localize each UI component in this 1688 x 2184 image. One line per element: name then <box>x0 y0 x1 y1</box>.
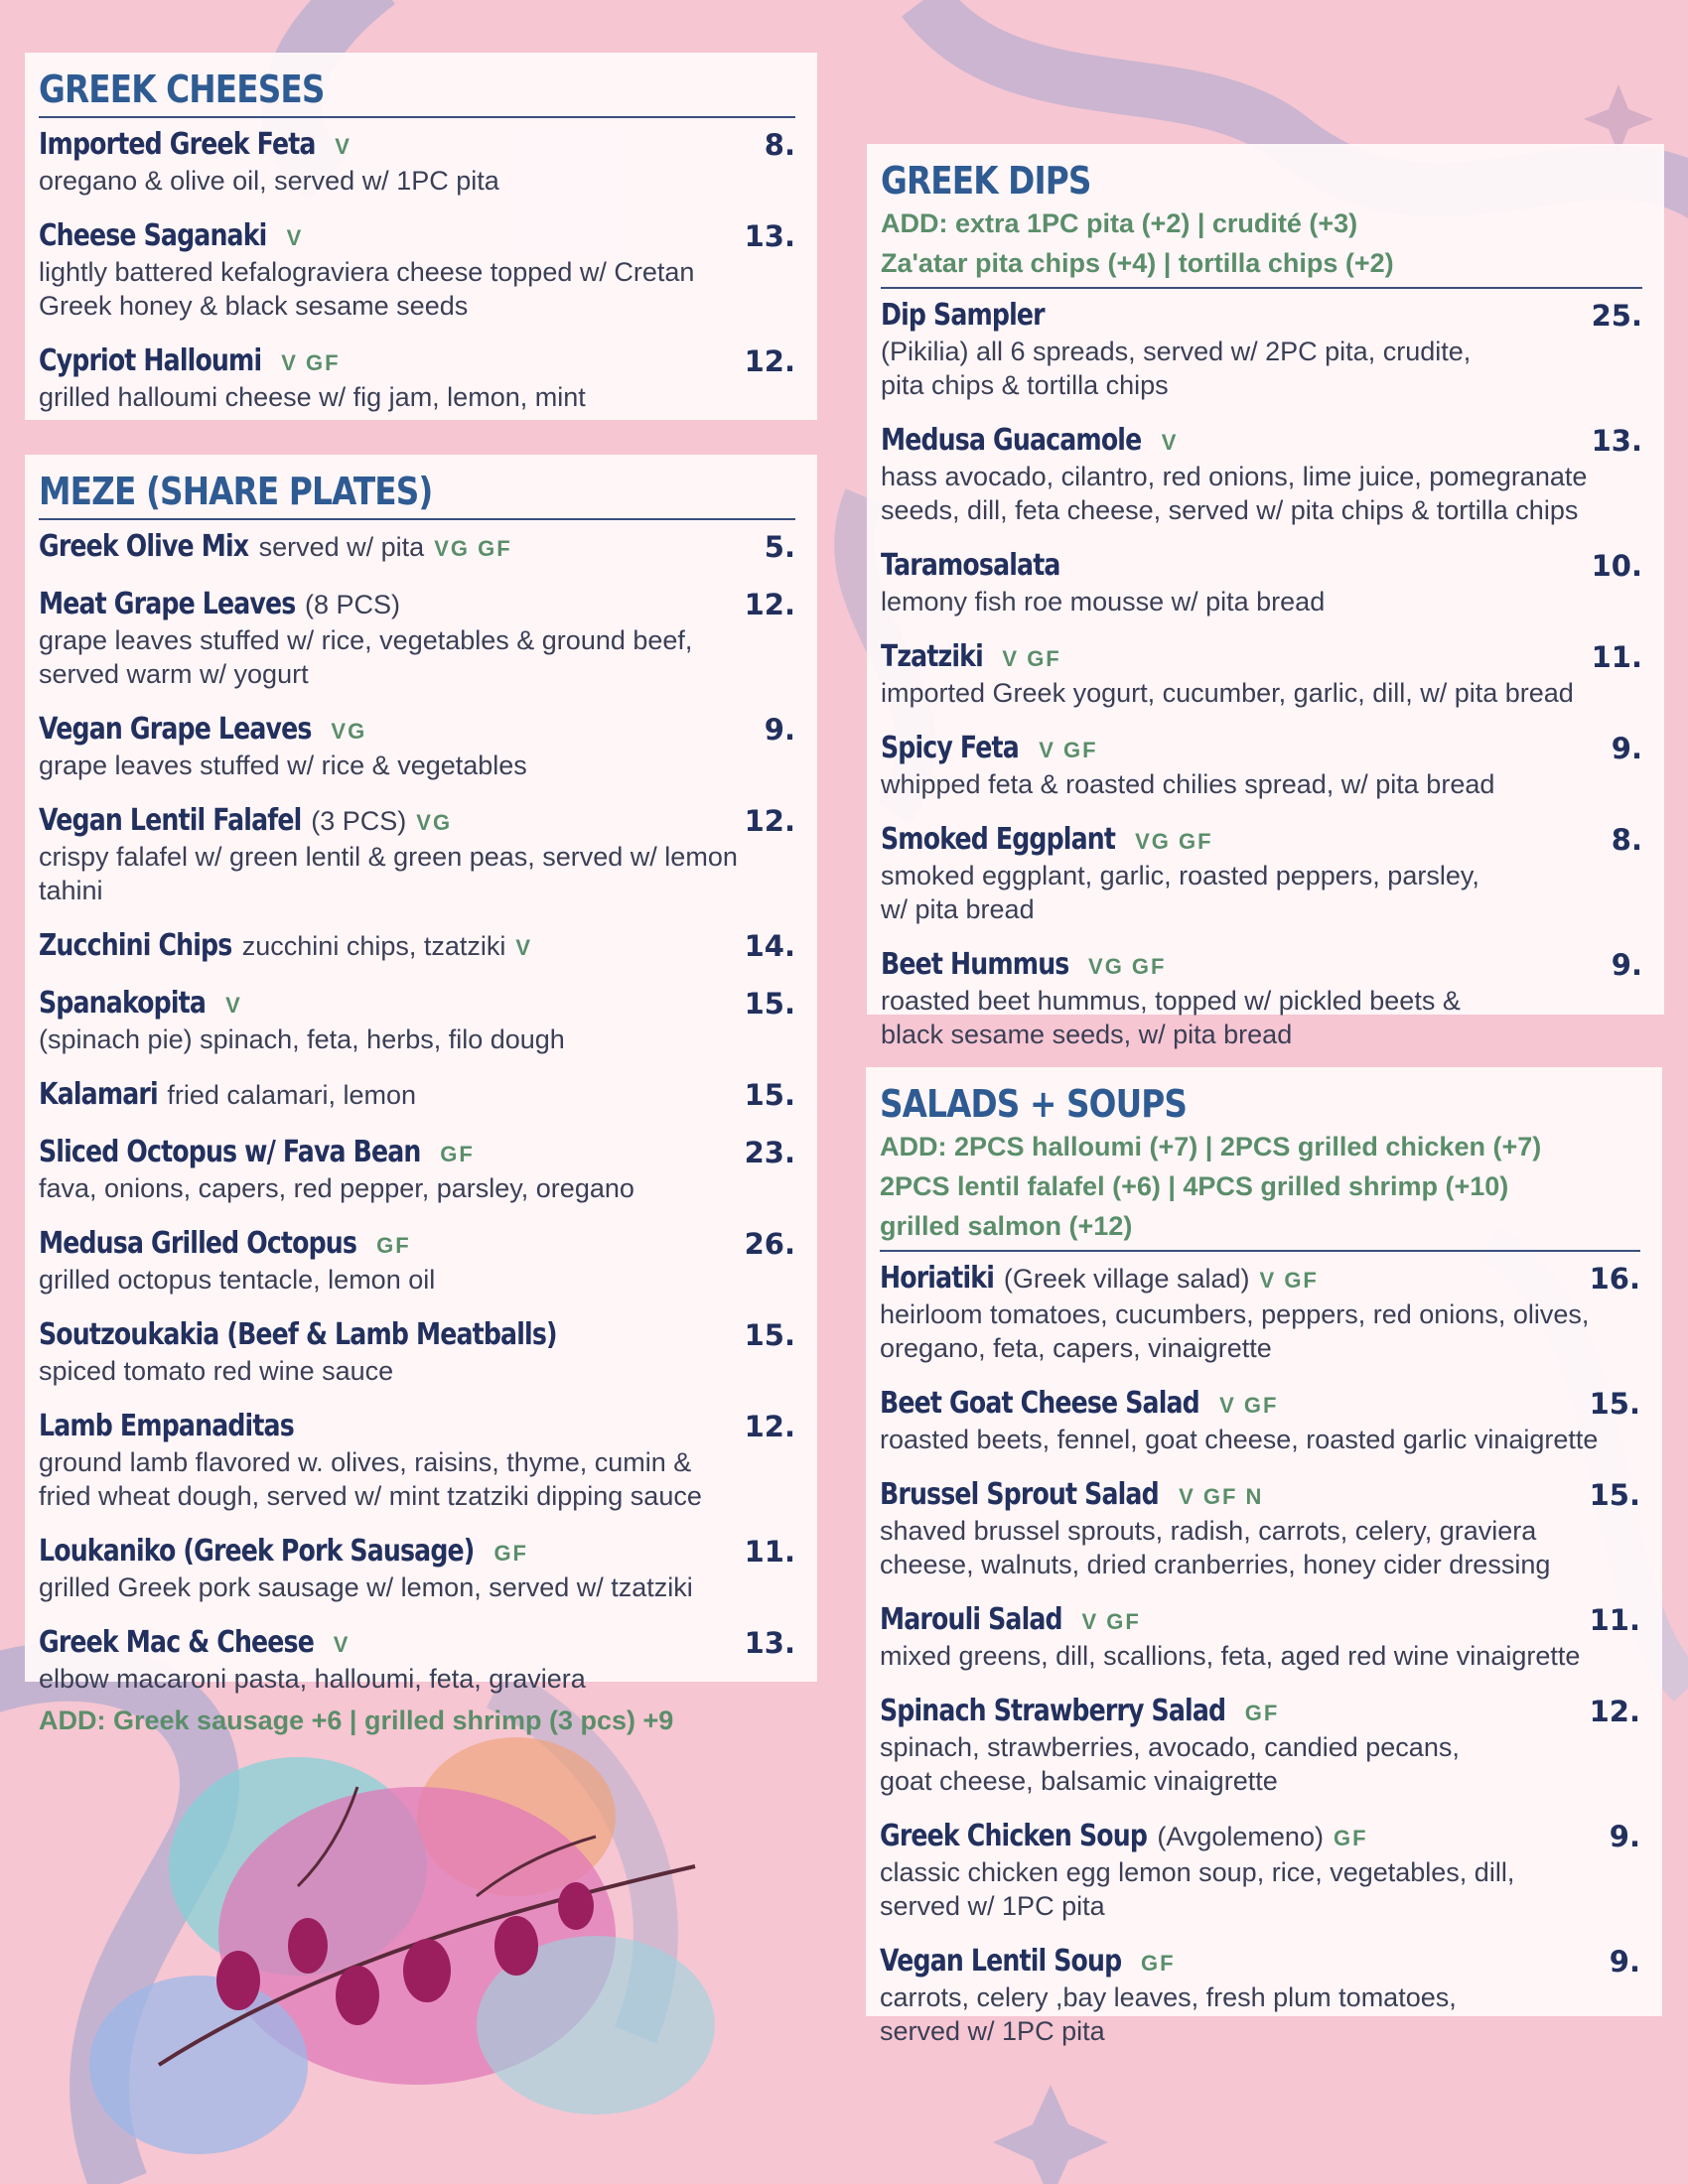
menu-item-name: Medusa Guacamole <box>881 423 1142 458</box>
menu-item <box>39 927 795 965</box>
dietary-tags: VG GF <box>1088 954 1167 979</box>
dietary-tags: V GF <box>1259 1268 1319 1293</box>
menu-item-description: crispy falafel w/ green lentil & green peas, served w/ lemon <box>39 842 738 872</box>
menu-item-description: lemony fish roe mousse w/ pita bread <box>881 587 1326 616</box>
menu-item-description: roasted beet hummus, topped w/ pickled beets & <box>881 986 1461 1016</box>
menu-item-name: Vegan Lentil Soup <box>880 1944 1122 1979</box>
menu-item-name: Spanakopita <box>39 986 207 1021</box>
menu-item-header <box>39 1076 795 1114</box>
menu-item-name: Meat Grape Leaves <box>39 587 296 621</box>
dietary-tags: GF <box>1333 1826 1368 1850</box>
menu-item <box>39 528 795 566</box>
menu-item-header <box>39 985 795 1023</box>
menu-item-description: seeds, dill, feta cheese, served w/ pita chips & tortilla chips <box>881 495 1579 525</box>
menu-item-price: 9. <box>1611 732 1642 765</box>
menu-item <box>880 1943 1640 2048</box>
menu-item-description: (Pikilia) all 6 spreads, served w/ 2PC pita, crudite, <box>881 337 1472 366</box>
menu-item <box>880 1476 1640 1581</box>
dietary-tags: VG <box>416 810 453 835</box>
divider <box>880 1250 1640 1252</box>
greek-dips-title: GREEK DIPS <box>881 159 1091 203</box>
dietary-tags: V GF <box>1219 1393 1279 1418</box>
menu-item-description: oregano, feta, capers, vinaigrette <box>880 1333 1272 1363</box>
menu-item-description: lightly battered kefalograviera cheese topped w/ Cretan <box>39 257 695 287</box>
dietary-tags: GF <box>376 1233 411 1258</box>
menu-item-name: Beet Hummus <box>881 947 1069 982</box>
menu-item <box>880 1693 1640 1798</box>
menu-item-name: Lamb Empanaditas <box>39 1409 294 1443</box>
dietary-tags: VG GF <box>1135 829 1213 854</box>
greek-dips-add-line-2: Za'atar pita chips (+4) | tortilla chips (+2) <box>881 248 1394 278</box>
menu-item <box>39 1408 795 1513</box>
menu-item-header <box>881 638 1642 676</box>
menu-item-price: 25. <box>1591 299 1642 333</box>
menu-item-price: 15. <box>744 1078 795 1112</box>
menu-item-description: shaved brussel sprouts, radish, carrots, celery, graviera <box>880 1516 1537 1546</box>
menu-item-name: Greek Mac & Cheese <box>39 1625 314 1660</box>
menu-item <box>880 1385 1640 1456</box>
menu-item-name: Greek Chicken Soup <box>880 1819 1148 1853</box>
menu-item-description: grape leaves stuffed w/ rice & vegetables <box>39 751 527 780</box>
dietary-tags: V <box>333 1632 351 1657</box>
menu-item-header <box>39 1624 795 1662</box>
menu-item-name: Brussel Sprout Salad <box>880 1477 1159 1512</box>
menu-item-header <box>39 528 795 566</box>
menu-item-price: 15. <box>744 987 795 1021</box>
menu-item-price: 8. <box>764 128 795 162</box>
divider <box>39 116 795 118</box>
dietary-tags: V GF <box>1002 646 1061 671</box>
menu-item-description: elbow macaroni pasta, halloumi, feta, graviera <box>39 1664 586 1694</box>
menu-item-header <box>880 1385 1640 1423</box>
menu-item-price: 12. <box>1589 1695 1640 1728</box>
menu-item-header <box>39 802 795 840</box>
menu-item-description: grilled octopus tentacle, lemon oil <box>39 1265 436 1295</box>
menu-item-description: ground lamb flavored w. olives, raisins, thyme, cumin & <box>39 1447 692 1477</box>
salads-add-line-1: ADD: 2PCS halloumi (+7) | 2PCS grilled chicken (+7) <box>880 1132 1542 1161</box>
menu-item <box>39 1225 795 1297</box>
menu-item <box>881 946 1642 1051</box>
menu-item-header <box>881 297 1642 335</box>
menu-item-price: 12. <box>744 344 795 378</box>
menu-item <box>39 1624 795 1696</box>
menu-item-description: fried wheat dough, served w/ mint tzatziki dipping sauce <box>39 1481 702 1511</box>
menu-item <box>39 1533 795 1604</box>
menu-item-note: (3 PCS) <box>311 806 407 836</box>
menu-item-name: Loukaniko (Greek Pork Sausage) <box>39 1534 475 1569</box>
menu-item <box>39 802 795 907</box>
menu-item-price: 9. <box>1611 948 1642 982</box>
divider <box>39 518 795 520</box>
menu-item-description: heirloom tomatoes, cucumbers, peppers, red onions, olives, <box>880 1299 1590 1329</box>
dietary-tags: V <box>515 935 533 960</box>
menu-item-header <box>39 217 795 255</box>
menu-item <box>880 1601 1640 1673</box>
menu-item <box>881 297 1642 402</box>
menu-item-name: Soutzoukakia (Beef & Lamb Meatballs) <box>39 1317 557 1352</box>
menu-item <box>39 217 795 323</box>
menu-item <box>39 586 795 691</box>
menu-item-price: 26. <box>744 1227 795 1261</box>
menu-item-price: 5. <box>764 530 795 564</box>
menu-item <box>39 342 795 414</box>
menu-item-header <box>880 1818 1640 1855</box>
menu-item-name: Sliced Octopus w/ Fava Bean <box>39 1135 421 1169</box>
salads-add-line-2: 2PCS lentil falafel (+6) | 4PCS grilled shrimp (+10) <box>880 1171 1509 1201</box>
menu-item-header <box>881 946 1642 984</box>
menu-item-header <box>880 1476 1640 1514</box>
dietary-tags: GF <box>1244 1701 1280 1725</box>
menu-item <box>881 638 1642 710</box>
dietary-tags: GF <box>1141 1951 1176 1976</box>
menu-item-description: grape leaves stuffed w/ rice, vegetables & ground beef, <box>39 625 693 655</box>
menu-item <box>39 711 795 782</box>
dietary-tags: V <box>225 993 242 1018</box>
dietary-tags: VG <box>331 719 367 744</box>
menu-item-description: roasted beets, fennel, goat cheese, roasted garlic vinaigrette <box>880 1425 1599 1454</box>
meze-panel <box>25 455 817 1735</box>
menu-item-price: 11. <box>744 1535 795 1569</box>
menu-item-name: Taramosalata <box>881 548 1060 583</box>
menu-item-description: imported Greek yogurt, cucumber, garlic, dill, w/ pita bread <box>881 678 1574 708</box>
greek-dips-add-line-1: ADD: extra 1PC pita (+2) | crudité (+3) <box>881 208 1358 238</box>
menu-item-name: Horiatiki <box>880 1261 995 1296</box>
menu-item-header <box>39 927 795 965</box>
menu-item-header <box>39 1533 795 1570</box>
menu-item <box>880 1818 1640 1923</box>
menu-item-header <box>39 1134 795 1171</box>
menu-item <box>881 730 1642 801</box>
menu-item-price: 13. <box>744 219 795 253</box>
menu-item-name: Imported Greek Feta <box>39 127 316 162</box>
menu-item-description: served w/ 1PC pita <box>880 1891 1105 1921</box>
menu-item-description: grilled halloumi cheese w/ fig jam, lemon, mint <box>39 382 586 412</box>
greek-cheeses-title: GREEK CHEESES <box>39 68 325 111</box>
menu-item-price: 13. <box>744 1626 795 1660</box>
salads-soups-panel <box>866 1067 1662 2046</box>
menu-item-name: Marouli Salad <box>880 1602 1062 1637</box>
menu-item-header <box>881 821 1642 859</box>
menu-item-header <box>39 1408 795 1445</box>
menu-item-header <box>39 1225 795 1263</box>
menu-item-description: served warm w/ yogurt <box>39 659 309 689</box>
dietary-tags: V GF <box>281 350 341 375</box>
menu-item-note: zucchini chips, tzatziki <box>241 931 506 961</box>
meze-title: MEZE (SHARE PLATES) <box>39 470 433 513</box>
menu-item-price: 12. <box>744 1410 795 1443</box>
menu-item-note: (Greek village salad) <box>1003 1264 1250 1294</box>
menu-item-description: classic chicken egg lemon soup, rice, vegetables, dill, <box>880 1857 1515 1887</box>
menu-item-header <box>880 1693 1640 1730</box>
menu-item-description: pita chips & tortilla chips <box>881 370 1169 400</box>
menu-item-header <box>39 126 795 164</box>
menu-item-name: Vegan Lentil Falafel <box>39 803 302 838</box>
menu-item-header <box>881 422 1642 460</box>
menu-item-header <box>880 1601 1640 1639</box>
menu-item <box>880 1260 1640 1365</box>
menu-item-price: 12. <box>744 588 795 621</box>
menu-item-description: carrots, celery ,bay leaves, fresh plum tomatoes, <box>880 1982 1457 2012</box>
menu-item-description: cheese, walnuts, dried cranberries, honey cider dressing <box>880 1550 1551 1579</box>
dietary-tags: V <box>335 134 352 159</box>
menu-item-description: smoked eggplant, garlic, roasted peppers, parsley, <box>881 861 1479 890</box>
menu-item-description: Greek honey & black sesame seeds <box>39 291 469 321</box>
menu-item-name: Dip Sampler <box>881 298 1045 333</box>
menu-item <box>39 1076 795 1114</box>
menu-item-description: goat cheese, balsamic vinaigrette <box>880 1766 1278 1796</box>
menu-item-price: 15. <box>1589 1478 1640 1512</box>
dietary-tags: V GF <box>1039 738 1098 762</box>
menu-item-price: 13. <box>1591 424 1642 458</box>
menu-item-description: served w/ 1PC pita <box>880 2016 1105 2046</box>
meze-add-ons: ADD: Greek sausage +6 | grilled shrimp (3 pcs) +9 <box>39 1706 674 1735</box>
dietary-tags: V <box>286 225 304 250</box>
greek-cheeses-panel <box>25 53 817 420</box>
menu-item <box>881 821 1642 926</box>
menu-item-name: Kalamari <box>39 1077 158 1112</box>
menu-item-header <box>880 1943 1640 1980</box>
menu-item-name: Spinach Strawberry Salad <box>880 1694 1226 1728</box>
menu-item-description: fava, onions, capers, red pepper, parsley, oregano <box>39 1173 634 1203</box>
menu-item-price: 15. <box>1589 1387 1640 1421</box>
menu-item-price: 9. <box>764 713 795 747</box>
menu-item-price: 10. <box>1591 549 1642 583</box>
menu-item-price: 12. <box>744 804 795 838</box>
menu-item-price: 9. <box>1609 1820 1640 1853</box>
menu-item-header <box>39 1316 795 1354</box>
menu-item-header <box>880 1260 1640 1297</box>
menu-item <box>39 985 795 1056</box>
menu-item-price: 8. <box>1611 823 1642 857</box>
menu-item-price: 16. <box>1589 1262 1640 1296</box>
dietary-tags: GF <box>493 1541 528 1566</box>
menu-item-name: Smoked Eggplant <box>881 822 1116 857</box>
menu-item-description: mixed greens, dill, scallions, feta, aged red wine vinaigrette <box>880 1641 1581 1671</box>
menu-item-name: Tzatziki <box>881 639 983 674</box>
menu-item-price: 14. <box>744 929 795 963</box>
menu-item-description: oregano & olive oil, served w/ 1PC pita <box>39 166 499 196</box>
menu-item-description: hass avocado, cilantro, red onions, lime juice, pomegranate <box>881 462 1588 491</box>
menu-item-price: 9. <box>1609 1945 1640 1979</box>
menu-item-name: Cheese Saganaki <box>39 218 267 253</box>
menu-item-description: grilled Greek pork sausage w/ lemon, served w/ tzatziki <box>39 1572 693 1602</box>
menu-item-price: 15. <box>744 1318 795 1352</box>
dietary-tags: VG GF <box>434 536 512 561</box>
menu-item-note: served w/ pita <box>258 532 425 562</box>
menu-item-description: tahini <box>39 876 103 905</box>
menu-item-description: spiced tomato red wine sauce <box>39 1356 394 1386</box>
menu-item-description: whipped feta & roasted chilies spread, w/ pita bread <box>881 769 1495 799</box>
menu-item-price: 11. <box>1591 640 1642 674</box>
menu-item-price: 11. <box>1589 1603 1640 1637</box>
menu-item <box>881 547 1642 618</box>
menu-item-header <box>39 586 795 623</box>
menu-item <box>881 422 1642 527</box>
salads-add-line-3: grilled salmon (+12) <box>880 1211 1133 1241</box>
menu-item-name: Cypriot Halloumi <box>39 343 262 378</box>
menu-item-name: Greek Olive Mix <box>39 529 249 564</box>
dietary-tags: GF <box>440 1142 475 1166</box>
menu-item-header <box>39 711 795 749</box>
menu-item-description: black sesame seeds, w/ pita bread <box>881 1020 1293 1049</box>
menu-item-header <box>881 547 1642 585</box>
menu-item-name: Vegan Grape Leaves <box>39 712 312 747</box>
menu-item <box>39 1134 795 1205</box>
dietary-tags: V GF <box>1081 1609 1141 1634</box>
dietary-tags: V <box>1161 430 1179 455</box>
menu-item-header <box>39 342 795 380</box>
menu-item-note: fried calamari, lemon <box>167 1080 416 1110</box>
divider <box>881 287 1642 289</box>
menu-item-name: Spicy Feta <box>881 731 1019 765</box>
menu-item-description: spinach, strawberries, avocado, candied pecans, <box>880 1732 1460 1762</box>
menu-item-name: Zucchini Chips <box>39 928 232 963</box>
menu-item-header <box>881 730 1642 767</box>
salads-soups-title: SALADS + SOUPS <box>880 1082 1188 1126</box>
menu-item-note: (8 PCS) <box>305 590 401 619</box>
greek-dips-panel <box>867 144 1664 1049</box>
menu-item-description: (spinach pie) spinach, feta, herbs, filo dough <box>39 1024 565 1054</box>
dietary-tags: V GF N <box>1179 1484 1264 1509</box>
menu-item-name: Medusa Grilled Octopus <box>39 1226 357 1261</box>
menu-item-name: Beet Goat Cheese Salad <box>880 1386 1199 1421</box>
menu-item <box>39 1316 795 1388</box>
menu-item <box>39 126 795 198</box>
menu-item-description: w/ pita bread <box>881 894 1035 924</box>
menu-item-price: 23. <box>744 1136 795 1169</box>
menu-item-note: (Avgolemeno) <box>1157 1822 1324 1851</box>
